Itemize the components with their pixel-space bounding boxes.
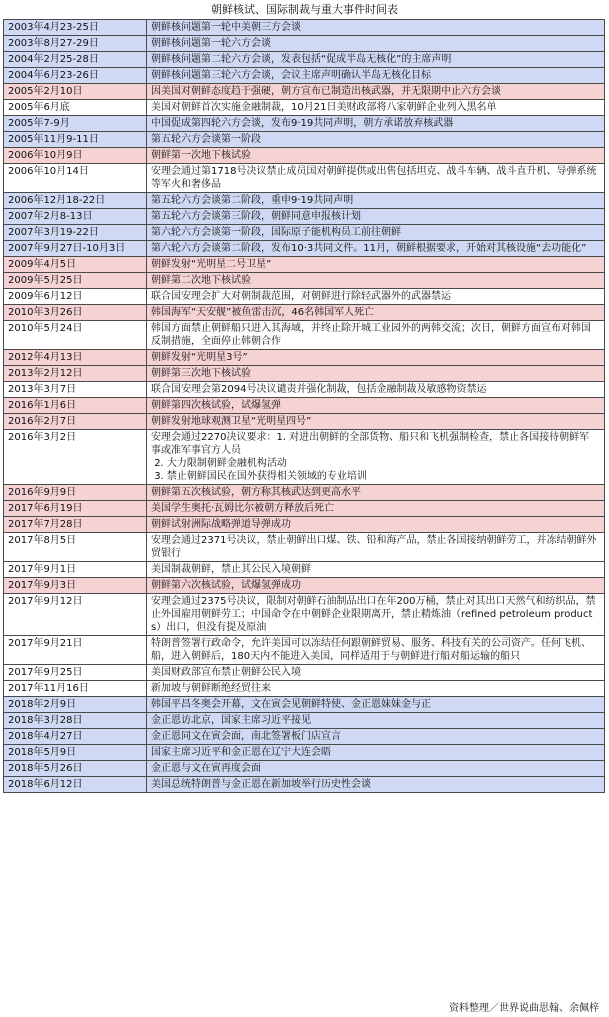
row-date: 2007年9月27日-10月3日 (4, 241, 147, 257)
row-date: 2006年10月14日 (4, 164, 147, 193)
timeline-rows (4, 20, 605, 793)
row-date: 2005年2月10日 (4, 84, 147, 100)
row-date: 2007年2月8-13日 (4, 209, 147, 225)
table-row (4, 665, 605, 681)
table-row (4, 100, 605, 116)
table-row (4, 132, 605, 148)
row-event: 美国对朝鲜首次实施金融制裁，10月21日美财政部将八家朝鲜企业列入黑名单 (147, 100, 605, 116)
row-event: 第五轮六方会谈第二阶段，重申9·19共同声明 (147, 193, 605, 209)
row-event: 朝鲜核问题第二轮六方会谈，发表包括“促成半岛无核化”的主席声明 (147, 52, 605, 68)
table-row (4, 225, 605, 241)
table-row (4, 257, 605, 273)
row-event: 因美国对朝鲜态度趋于强硬，朝方宣布已制造出核武器，并无限期中止六方会谈 (147, 84, 605, 100)
row-date: 2009年5月25日 (4, 273, 147, 289)
row-date: 2018年4月27日 (4, 729, 147, 745)
row-event: 朝鲜第五次核试验，朝方称其核武达到更高水平 (147, 485, 605, 501)
row-date: 2018年3月28日 (4, 713, 147, 729)
table-row (4, 485, 605, 501)
row-event: 朝鲜第四次核试验，试爆氢弹 (147, 398, 605, 414)
table-row (4, 68, 605, 84)
row-event: 新加坡与朝鲜断绝经贸往来 (147, 681, 605, 697)
table-row (4, 562, 605, 578)
row-date: 2017年9月3日 (4, 578, 147, 594)
row-event: 第六轮六方会谈第二阶段，发布10·3共同文件。11月，朝鲜根据要求，开始对其核设施“去功能化” (147, 241, 605, 257)
row-date: 2017年11月16日 (4, 681, 147, 697)
row-event: 朝鲜发射地球观测卫星“光明星四号” (147, 414, 605, 430)
row-event: 朝鲜第一次地下核试验 (147, 148, 605, 164)
table-row (4, 116, 605, 132)
table-row (4, 382, 605, 398)
row-date: 2007年3月19-22日 (4, 225, 147, 241)
row-date: 2016年2月7日 (4, 414, 147, 430)
table-row (4, 273, 605, 289)
table-row (4, 20, 605, 36)
row-date: 2010年5月24日 (4, 321, 147, 350)
row-event: 朝鲜第三次地下核试验 (147, 366, 605, 382)
row-date: 2009年4月5日 (4, 257, 147, 273)
row-date: 2018年5月26日 (4, 761, 147, 777)
row-date: 2009年6月12日 (4, 289, 147, 305)
row-event: 中国促成第四轮六方会谈，发布9·19共同声明，朝方承诺放弃核武器 (147, 116, 605, 132)
table-row (4, 321, 605, 350)
row-event: 第五轮六方会谈第一阶段 (147, 132, 605, 148)
row-event: 朝鲜第六次核试验，试爆氢弹成功 (147, 578, 605, 594)
source-credit: 资料整理／世界说曲思翰、余佩梓 (449, 1003, 599, 1014)
row-event: 特朗普签署行政命令，允许美国可以冻结任何跟朝鲜贸易、服务、科技有关的公司资产。任何飞机、船，进入朝鲜后，180天内不能进入美国，同样适用于与朝鲜进行船对船运输的船只 (147, 636, 605, 665)
table-row (4, 398, 605, 414)
row-date: 2018年2月9日 (4, 697, 147, 713)
row-date: 2018年5月9日 (4, 745, 147, 761)
row-date: 2017年6月19日 (4, 501, 147, 517)
table-row (4, 305, 605, 321)
timeline-table (3, 19, 605, 793)
table-row (4, 164, 605, 193)
row-date: 2013年3月7日 (4, 382, 147, 398)
row-event: 美国总统特朗普与金正恩在新加坡举行历史性会谈 (147, 777, 605, 793)
row-date: 2017年9月12日 (4, 594, 147, 636)
table-row (4, 84, 605, 100)
row-date: 2005年11月9-11日 (4, 132, 147, 148)
row-event: 第六轮六方会谈第一阶段，国际原子能机构员工前往朝鲜 (147, 225, 605, 241)
table-row (4, 713, 605, 729)
row-date: 2005年6月底 (4, 100, 147, 116)
table-row (4, 697, 605, 713)
row-date: 2006年12月18-22日 (4, 193, 147, 209)
row-event: 美国财政部宣布禁止朝鲜公民入境 (147, 665, 605, 681)
row-event: 韩国方面禁止朝鲜船只进入其海域，并终止除开城工业园外的两韩交流；次日，朝鲜方面宣布对韩国反制措施，全面停止韩朝合作 (147, 321, 605, 350)
row-date: 2006年10月9日 (4, 148, 147, 164)
table-row (4, 501, 605, 517)
row-date: 2017年9月25日 (4, 665, 147, 681)
row-date: 2016年9月9日 (4, 485, 147, 501)
row-date: 2003年8月27-29日 (4, 36, 147, 52)
row-event: 朝鲜发射“光明星3号” (147, 350, 605, 366)
row-date: 2016年1月6日 (4, 398, 147, 414)
row-event: 安理会通过2270决议要求：1. 对进出朝鲜的全部货物、船只和飞机强制检查，禁止各国接待朝鲜军事或准军事官方人员 2. 大力限制朝鲜金融机构活动 3. 禁止朝鲜国民在国外获得相关领域的专业培训 (147, 430, 605, 485)
table-row (4, 533, 605, 562)
table-row (4, 289, 605, 305)
row-event: 朝鲜核问题第一轮中美朝三方会谈 (147, 20, 605, 36)
table-row (4, 578, 605, 594)
row-event: 朝鲜核问题第一轮六方会谈 (147, 36, 605, 52)
row-date: 2017年7月28日 (4, 517, 147, 533)
table-title: 朝鲜核试、国际制裁与重大事件时间表 (211, 3, 398, 16)
table-row (4, 430, 605, 485)
row-date: 2005年7-9月 (4, 116, 147, 132)
row-event: 安理会通过第1718号决议禁止成员国对朝鲜提供或出售包括坦克、战斗车辆、战斗直升机、导弹系统等军火和奢侈品 (147, 164, 605, 193)
table-row (4, 414, 605, 430)
table-row (4, 761, 605, 777)
row-event: 金正恩与文在寅再度会面 (147, 761, 605, 777)
table-row (4, 594, 605, 636)
table-row (4, 681, 605, 697)
table-row (4, 636, 605, 665)
row-event: 韩国平昌冬奥会开幕，文在寅会见朝鲜特使、金正恩妹妹金与正 (147, 697, 605, 713)
row-date: 2003年4月23-25日 (4, 20, 147, 36)
table-row (4, 350, 605, 366)
row-event: 国家主席习近平和金正恩在辽宁大连会晤 (147, 745, 605, 761)
row-date: 2013年2月12日 (4, 366, 147, 382)
row-event: 朝鲜试射洲际战略弹道导弹成功 (147, 517, 605, 533)
table-row (4, 193, 605, 209)
table-row (4, 366, 605, 382)
table-row (4, 241, 605, 257)
table-row (4, 36, 605, 52)
row-date: 2004年2月25-28日 (4, 52, 147, 68)
row-event: 联合国安理会第2094号决议谴责并强化制裁，包括金融制裁及敏感物资禁运 (147, 382, 605, 398)
row-event: 金正恩同文在寅会面，南北签署板门店宣言 (147, 729, 605, 745)
row-event: 金正恩访北京，国家主席习近平接见 (147, 713, 605, 729)
row-date: 2010年3月26日 (4, 305, 147, 321)
table-row (4, 148, 605, 164)
row-event: 韩国海军“天安舰”被鱼雷击沉，46名韩国军人死亡 (147, 305, 605, 321)
row-date: 2017年9月1日 (4, 562, 147, 578)
table-row (4, 729, 605, 745)
row-date: 2017年8月5日 (4, 533, 147, 562)
row-date: 2017年9月21日 (4, 636, 147, 665)
row-date: 2016年3月2日 (4, 430, 147, 485)
table-row (4, 209, 605, 225)
row-event: 美国制裁朝鲜，禁止其公民入境朝鲜 (147, 562, 605, 578)
table-row (4, 52, 605, 68)
row-event: 朝鲜第二次地下核试验 (147, 273, 605, 289)
row-date: 2004年6月23-26日 (4, 68, 147, 84)
table-row (4, 777, 605, 793)
row-date: 2018年6月12日 (4, 777, 147, 793)
row-event: 朝鲜发射“光明星二号卫星” (147, 257, 605, 273)
row-event: 联合国安理会扩大对朝制裁范围，对朝鲜进行除轻武器外的武器禁运 (147, 289, 605, 305)
row-event: 朝鲜核问题第三轮六方会谈，会议主席声明确认半岛无核化目标 (147, 68, 605, 84)
table-row (4, 517, 605, 533)
row-event: 美国学生奥托·瓦姆比尔被朝方释放后死亡 (147, 501, 605, 517)
row-event: 安理会通过2371号决议，禁止朝鲜出口煤、铁、铅和海产品，禁止各国接纳朝鲜劳工，并冻结朝鲜外贸银行 (147, 533, 605, 562)
table-row (4, 745, 605, 761)
row-event: 第五轮六方会谈第三阶段，朝鲜同意申报核计划 (147, 209, 605, 225)
row-date: 2012年4月13日 (4, 350, 147, 366)
row-event: 安理会通过2375号决议，限制对朝鲜石油制品出口在年200万桶，禁止对其出口天然气和纺织品，禁止外国雇用朝鲜劳工；中国命令在中朝鲜企业限期离开，禁止精炼油（refined petroleum products）出口，但没有提及原油 (147, 594, 605, 636)
